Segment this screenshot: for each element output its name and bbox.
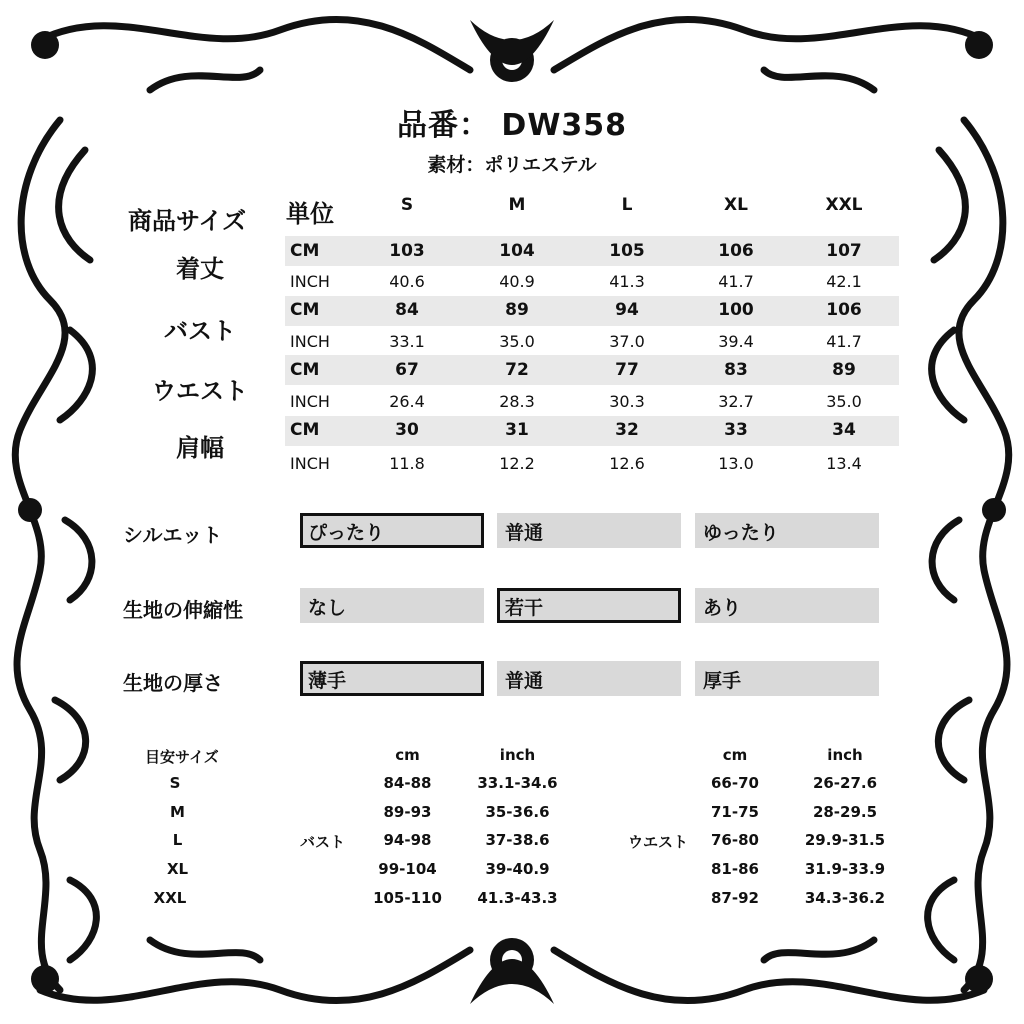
silhouette-option: ぴったり	[300, 513, 484, 548]
length-inch-cell: 40.6	[389, 272, 425, 291]
row-label-bust: バスト	[164, 317, 236, 345]
row-label-waist: ウエスト	[152, 377, 248, 405]
unit-header: 単位	[286, 200, 334, 228]
guide-waist-inch: 29.9-31.5	[804, 831, 886, 849]
shoulder-inch-cell: 12.2	[499, 454, 535, 473]
guide-bust-inch: 41.3-43.3	[477, 889, 558, 907]
length-cm-cell: 105	[609, 241, 645, 261]
unit-inch: INCH	[290, 392, 330, 411]
material-label: 素材：ポリエステル	[427, 154, 597, 176]
stretch-option: 若干	[497, 588, 681, 623]
guide-waist-cm: 66-70	[711, 774, 759, 792]
stretch-option: なし	[300, 588, 484, 623]
waist-inch-cell: 26.4	[389, 392, 425, 411]
guide-bust-cm: 105-110	[373, 889, 442, 907]
length-cm-cell: 103	[389, 241, 425, 261]
guide-bust-inch: 37-38.6	[485, 831, 550, 849]
shoulder-cm-cell: 34	[832, 420, 856, 440]
guide-waist-inch: 28-29.5	[812, 803, 878, 821]
guide-bust-cm: 94-98	[383, 831, 432, 849]
thickness-option: 厚手	[695, 661, 879, 696]
shoulder-inch-cell: 13.0	[718, 454, 754, 473]
guide-bust-cm: 99-104	[378, 860, 437, 878]
bust-inch-cell: 35.0	[499, 332, 535, 351]
stretch-option: あり	[695, 588, 879, 623]
length-cm-cell: 107	[826, 241, 862, 261]
guide-bust-cm: 89-93	[383, 803, 432, 821]
guide-waist-inch: 26-27.6	[812, 774, 878, 792]
bust-cm-cell: 94	[615, 300, 639, 320]
waist-cm-cell: 72	[505, 360, 529, 380]
waist-cm-cell: 67	[395, 360, 419, 380]
shoulder-cm-cell: 33	[724, 420, 748, 440]
bust-inch-cell: 41.7	[826, 332, 862, 351]
guide-bust-inch: 39-40.9	[485, 860, 550, 878]
shoulder-cm-cell: 32	[615, 420, 639, 440]
shoulder-cm-cell: 30	[395, 420, 419, 440]
size-col-header: M	[508, 195, 526, 215]
guide-waist-inch: 34.3-36.2	[804, 889, 886, 907]
guide-waist-cm: 76-80	[711, 831, 759, 849]
guide-size: M	[170, 803, 185, 821]
thickness-option: 普通	[497, 661, 681, 696]
guide-waist-cm-header: cm	[722, 746, 748, 764]
guide-size: XXL	[153, 889, 187, 907]
unit-inch: INCH	[290, 332, 330, 351]
guide-bust-inch-header: inch	[499, 746, 536, 764]
guide-waist-cm: 87-92	[711, 889, 759, 907]
guide-bust-inch: 35-36.6	[485, 803, 550, 821]
guide-size: XL	[166, 860, 189, 878]
unit-inch: INCH	[290, 454, 330, 473]
shoulder-inch-cell: 13.4	[826, 454, 862, 473]
guide-title: 目安サイズ	[145, 748, 219, 766]
thickness-option: 薄手	[300, 661, 484, 696]
waist-cm-cell: 83	[724, 360, 748, 380]
unit-cm: CM	[290, 300, 320, 320]
unit-cm: CM	[290, 360, 320, 380]
waist-inch-cell: 28.3	[499, 392, 535, 411]
shoulder-inch-cell: 11.8	[389, 454, 425, 473]
unit-cm: CM	[290, 420, 320, 440]
waist-inch-cell: 30.3	[609, 392, 645, 411]
size-col-header: S	[400, 195, 414, 215]
length-inch-cell: 40.9	[499, 272, 535, 291]
waist-cm-cell: 77	[615, 360, 639, 380]
product-number: 品番： DW358	[396, 108, 628, 143]
bust-inch-cell: 39.4	[718, 332, 754, 351]
guide-waist-inch-header: inch	[827, 746, 863, 764]
silhouette-option: ゆったり	[695, 513, 879, 548]
guide-bust-cm: 84-88	[383, 774, 432, 792]
size-col-header: L	[621, 195, 633, 215]
waist-cm-cell: 89	[832, 360, 856, 380]
waist-inch-cell: 35.0	[826, 392, 862, 411]
unit-cm: CM	[290, 241, 320, 261]
guide-bust-inch: 33.1-34.6	[477, 774, 558, 792]
length-inch-cell: 41.3	[609, 272, 645, 291]
stretch-label: 生地の伸縮性	[123, 598, 243, 622]
unit-inch: INCH	[290, 272, 330, 291]
thickness-label: 生地の厚さ	[123, 671, 223, 695]
shoulder-inch-cell: 12.6	[609, 454, 645, 473]
length-inch-cell: 41.7	[718, 272, 754, 291]
bust-cm-cell: 100	[718, 300, 754, 320]
bust-cm-cell: 106	[826, 300, 862, 320]
silhouette-label: シルエット	[123, 523, 223, 547]
bust-cm-cell: 89	[505, 300, 529, 320]
bust-inch-cell: 33.1	[389, 332, 425, 351]
guide-bust-cm-header: cm	[395, 746, 420, 764]
guide-bust-label: バスト	[300, 833, 346, 851]
guide-waist-inch: 31.9-33.9	[804, 860, 886, 878]
guide-size: L	[172, 831, 183, 849]
guide-waist-cm: 71-75	[711, 803, 759, 821]
size-col-header: XL	[724, 195, 748, 215]
guide-waist-cm: 81-86	[711, 860, 759, 878]
size-col-header: XXL	[825, 195, 863, 215]
length-cm-cell: 104	[499, 241, 535, 261]
bust-cm-cell: 84	[395, 300, 419, 320]
row-label-length: 着丈	[176, 255, 224, 283]
row-label-shoulder: 肩幅	[176, 434, 224, 462]
length-cm-cell: 106	[718, 241, 754, 261]
length-inch-cell: 42.1	[826, 272, 862, 291]
product-size-label: 商品サイズ	[128, 207, 247, 235]
guide-waist-label: ウエスト	[628, 833, 689, 851]
silhouette-option: 普通	[497, 513, 681, 548]
guide-size: S	[169, 774, 181, 792]
waist-inch-cell: 32.7	[718, 392, 754, 411]
shoulder-cm-cell: 31	[505, 420, 529, 440]
bust-inch-cell: 37.0	[609, 332, 645, 351]
